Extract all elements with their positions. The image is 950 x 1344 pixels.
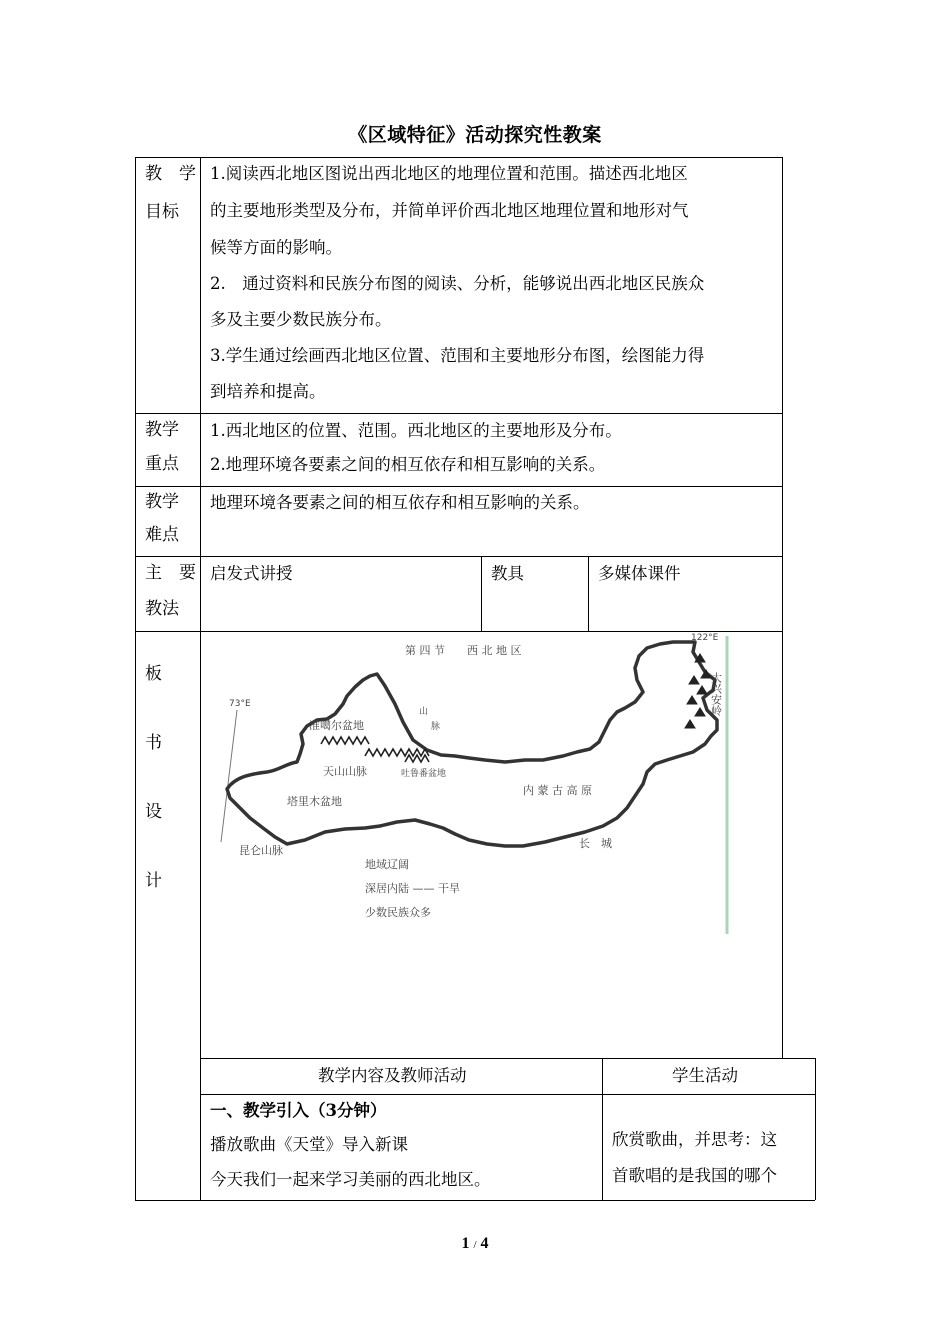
- page-number: [0, 1235, 950, 1253]
- lon-east-label: 122°E: [691, 633, 719, 643]
- page-separator: /: [473, 1239, 477, 1251]
- daxinganling-mountains-symbol: [685, 654, 711, 728]
- keypoint-line: 1.西北地区的位置、范围。西北地区的主要地形及分布。: [210, 421, 622, 440]
- difficulties-label-2: 难点: [145, 525, 179, 545]
- objective-line: 候等方面的影响。: [210, 238, 342, 257]
- objective-line: 1.阅读西北地区图说出西北地区的地理位置和范围。描述西北地区: [210, 164, 688, 183]
- objective-line: 到培养和提高。: [210, 382, 326, 401]
- methods-label-2: 教法: [145, 599, 179, 619]
- student-activity-line: 欣赏歌曲，并思考：这: [612, 1130, 777, 1149]
- section-title: 一、教学引入（3分钟）: [210, 1101, 387, 1120]
- board-label-3: 设: [145, 802, 162, 822]
- board-label-1: 板: [145, 664, 162, 684]
- altai-label-2: 脉: [431, 722, 441, 732]
- board-label-4: 计: [145, 871, 162, 891]
- region-boundary: [227, 642, 717, 846]
- tarim-basin-label: 塔里木盆地: [287, 795, 342, 808]
- student-activity-line: 首歌唱的是我国的哪个: [612, 1166, 777, 1185]
- teacher-activity-line: 今天我们一起来学习美丽的西北地区。: [210, 1170, 491, 1189]
- teaching-tools-label: 教具: [491, 564, 524, 583]
- header-teacher-activity: 教学内容及教师活动: [318, 1066, 467, 1085]
- teacher-activity-line: 播放歌曲《天堂》导入新课: [210, 1135, 408, 1154]
- keypoints-label-2: 重点: [145, 454, 179, 474]
- teaching-method: 启发式讲授: [210, 564, 293, 583]
- altai-label-1: 山: [419, 707, 429, 717]
- objectives-label-1: 教 学: [145, 164, 196, 184]
- tianshan-label: 天山山脉: [323, 765, 367, 778]
- page-total: 4: [480, 1235, 489, 1252]
- difficulties-text: 地理环境各要素之间的相互依存和相互影响的关系。: [210, 493, 590, 512]
- header-student-activity: 学生活动: [672, 1066, 738, 1085]
- map-title: 第 四 节 西 北 地 区: [405, 644, 522, 657]
- map-note-2: 深居内陆 —— 干旱: [365, 882, 460, 895]
- map-note-3: 少数民族众多: [365, 906, 431, 919]
- turpan-basin-label: 吐鲁番盆地: [401, 769, 447, 779]
- inner-mongolia-label: 内 蒙 古 高 原: [523, 784, 592, 797]
- northwest-region-sketch-map: [205, 632, 740, 942]
- objective-line: 3.学生通过绘画西北地区位置、范围和主要地形分布图，绘图能力得: [210, 346, 705, 365]
- kunlun-label: 昆仑山脉: [239, 844, 283, 857]
- difficulties-label-1: 教学: [145, 492, 179, 512]
- document-title: 《区域特征》活动探究性教案: [348, 124, 602, 146]
- objective-line: 的主要地形类型及分布，并简单评价西北地区地理位置和地形对气: [210, 201, 689, 220]
- lon-west-label: 73°E: [229, 699, 251, 709]
- objective-line: 多及主要少数民族分布。: [210, 310, 392, 329]
- objective-line: 2. 通过资料和民族分布图的阅读、分析，能够说出西北地区民族众: [210, 274, 705, 293]
- keypoints-label-1: 教学: [145, 420, 179, 440]
- objectives-label-2: 目标: [145, 202, 179, 222]
- great-wall-label: 长 城: [579, 837, 612, 850]
- teaching-tools: 多媒体课件: [598, 564, 681, 583]
- map-note-1: 地域辽阔: [365, 858, 409, 871]
- daxinganling-label: 大兴安岭: [709, 672, 723, 716]
- keypoint-line: 2.地理环境各要素之间的相互依存和相互影响的关系。: [210, 455, 606, 474]
- methods-label-1: 主 要: [145, 563, 196, 583]
- page-current: 1: [461, 1235, 470, 1252]
- junggar-basin-label: 准噶尔盆地: [309, 719, 364, 732]
- board-label-2: 书: [145, 733, 162, 753]
